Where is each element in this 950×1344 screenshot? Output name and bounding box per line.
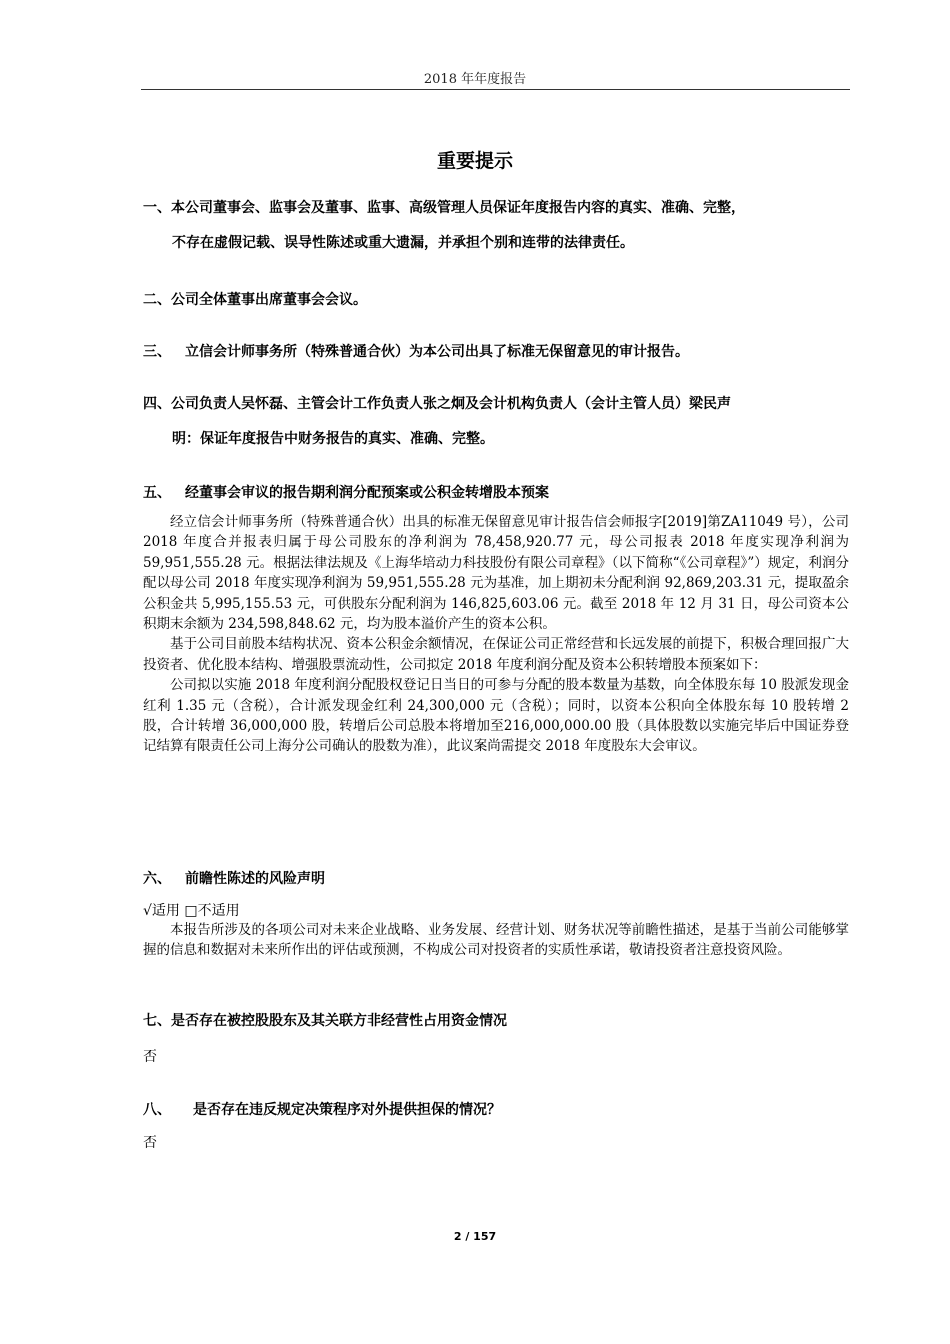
- item-3-text: 立信会计师事务所（特殊普通合伙）为本公司出具了标准无保留意见的审计报告。: [185, 344, 689, 360]
- page-number: 2 / 157: [453, 1230, 497, 1243]
- section-6-applicability: √适用 □不适用: [143, 903, 240, 919]
- header-title: 2018 年年度报告: [423, 72, 527, 87]
- item-1: [143, 197, 745, 217]
- item-1-text-continued: 不存在虚假记载、误导性陈述或重大遗漏，并承担个别和连带的法律责任。: [172, 235, 634, 251]
- item-2-text: 公司全体董事出席董事会会议。: [171, 292, 367, 308]
- section-5-paragraph-3: 公司拟以实施 2018 年度利润分配股权登记日当日的可参与分配的股本数量为基数，向全体股东每 10 股派发现金红利 1.35 元（含税），合计派发现金红利 24,300,000 元（含税）；同时，以资本公积向全体股东每 10 股转增 2 股，合计转增 36,000,000 股，转增后公司总股本将增加至216,000,000.00 股（具体股数以实施完毕后中国证券登记结算有限责任公司上海分公司确认的股数为准），此议案尚需提交 2018 年度股东大会审议。: [143, 677, 849, 755]
- item-3-number: 三、: [143, 344, 171, 360]
- item-4-text: 公司负责人吴怀磊、主管会计工作负责人张之炯及会计机构负责人（会计主管人员）梁民声: [171, 396, 731, 412]
- item-5: [143, 482, 549, 502]
- item-4: [143, 393, 731, 413]
- section-5-body: [143, 512, 849, 757]
- item-2: [143, 289, 367, 309]
- item-2-number: 二、: [143, 292, 171, 308]
- section-5-paragraph-1: 经立信会计师事务所（特殊普通合伙）出具的标准无保留意见审计报告信会师报字[2019]第ZA11049 号），公司 2018 年度合并报表归属于母公司股东的净利润为 78,458,920.77 元，母公司报表 2018 年度实现净利润为 59,951,555.28 元。根据法律法规及《上海华培动力科技股份有限公司章程》（以下简称“《公司章程》”）规定，利润分配以母公司 2018 年度实现净利润为 59,951,555.28 元为基准，加上期初未分配利润 92,869,203.31 元，提取盈余公积金共 5,995,155.53 元，可供股东分配利润为 146,825,603.06 元。截至 2018 年 12 月 31 日，母公司资本公积期末余额为 234,598,848.62 元，均为股本溢价产生的资本公积。: [143, 514, 849, 633]
- item-7-number: 七、: [143, 1013, 171, 1029]
- section-5-paragraph-2: 基于公司目前股本结构状况、资本公积金余额情况，在保证公司正常经营和长远发展的前提下，积极合理回报广大投资者、优化股本结构、增强股票流动性，公司拟定 2018 年度利润分配及资本公积转增股本预案如下：: [143, 636, 849, 673]
- item-6: [143, 868, 325, 888]
- header-divider: [141, 89, 850, 90]
- item-8-text: 是否存在违反规定决策程序对外提供担保的情况？: [193, 1102, 501, 1118]
- item-5-number: 五、: [143, 485, 171, 501]
- item-4-number: 四、: [143, 396, 171, 412]
- item-7-text: 是否存在被控股股东及其关联方非经营性占用资金情况: [171, 1013, 507, 1029]
- section-6-paragraph: 本报告所涉及的各项公司对未来企业战略、业务发展、经营计划、财务状况等前瞻性描述，是基于当前公司能够掌握的信息和数据对未来所作出的评估或预测，不构成公司对投资者的实质性承诺，敬请投资者注意投资风险。: [143, 922, 849, 959]
- page-title: 重要提示: [436, 150, 513, 172]
- item-5-text: 经董事会审议的报告期利润分配预案或公积金转增股本预案: [185, 485, 549, 501]
- item-6-text: 前瞻性陈述的风险声明: [185, 871, 325, 887]
- item-8-number: 八、: [143, 1102, 171, 1118]
- item-6-number: 六、: [143, 871, 171, 887]
- section-8-answer: 否: [143, 1135, 157, 1151]
- item-3: [143, 341, 689, 361]
- section-6-body: [143, 920, 849, 961]
- item-4-text-continued: 明：保证年度报告中财务报告的真实、准确、完整。: [172, 431, 494, 447]
- item-1-number: 一、: [143, 200, 171, 216]
- item-8: [143, 1099, 501, 1119]
- item-7: [143, 1010, 507, 1030]
- item-1-text: 本公司董事会、监事会及董事、监事、高级管理人员保证年度报告内容的真实、准确、完整，: [171, 200, 745, 216]
- section-7-answer: 否: [143, 1049, 157, 1065]
